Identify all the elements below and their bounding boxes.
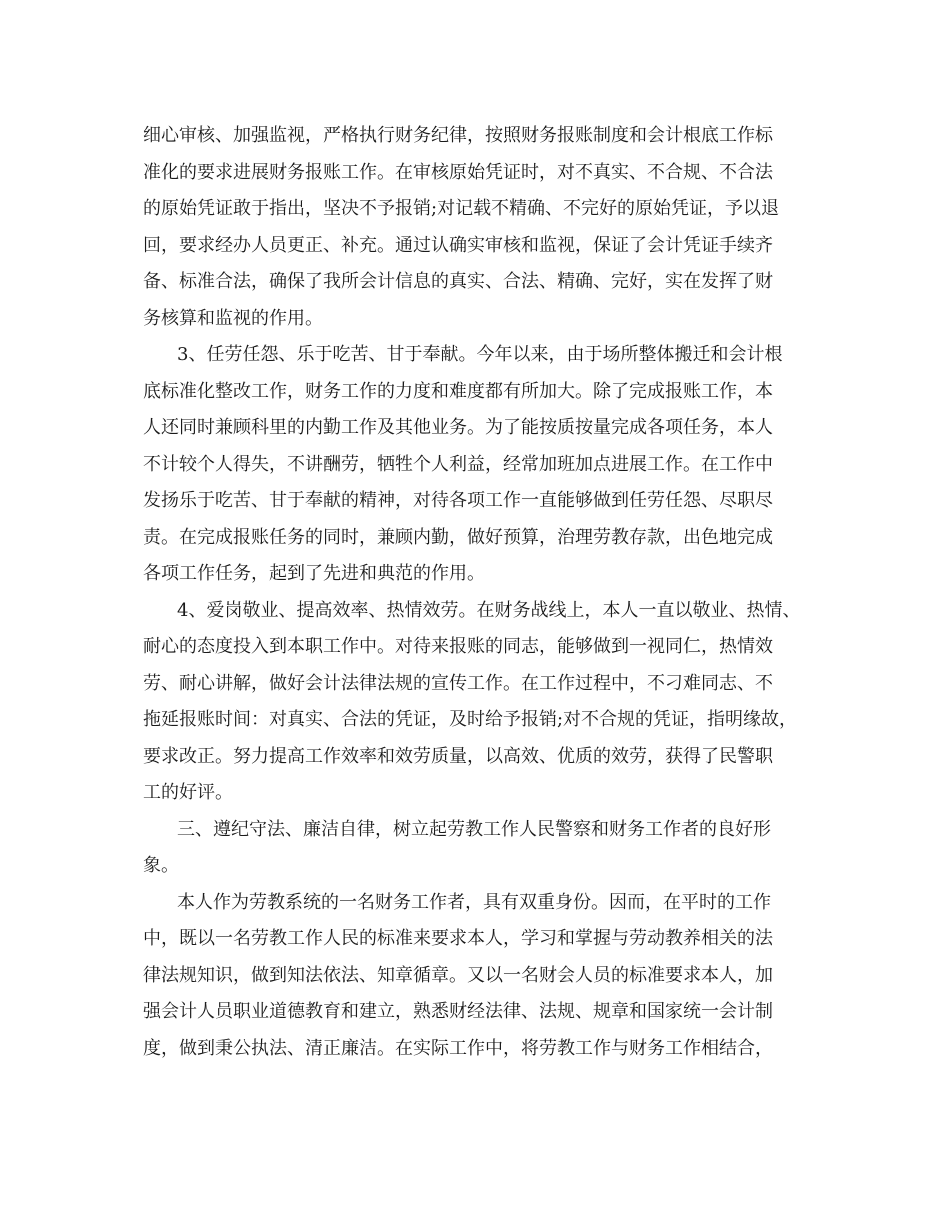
text-line: 各项工作任务，起到了先进和典范的作用。 — [143, 563, 485, 584]
text-line: 律法规知识，做到知法依法、知章循章。又以一名财会人员的标准要求本人，加 — [143, 964, 773, 986]
text-line: 劳、耐心讲解，做好会计法律法规的宣传工作。在工作过程中，不刁难同志、不 — [143, 672, 773, 694]
text-line: 工的好评。 — [143, 782, 233, 803]
text-line: 准化的要求进展财务报账工作。在审核原始凭证时，对不真实、不合规、不合法 — [143, 161, 773, 183]
text-line: 中，既以一名劳教工作人民的标准来要求本人，学习和掌握与劳动教养相关的法 — [143, 928, 773, 949]
section-heading-line: 三、遵纪守法、廉洁自律，树立起劳教工作人民警察和财务工作者的良好形 — [177, 818, 771, 840]
text-line: 度，做到秉公执法、清正廉洁。在实际工作中，将劳教工作与财务工作相结合， — [143, 1037, 773, 1059]
text-line: 回，要求经办人员更正、补充。通过认确实审核和监视，保证了会计凭证手续齐 — [143, 234, 773, 256]
section-heading-line: 象。 — [143, 855, 179, 876]
text-line: 要求改正。努力提高工作效率和效劳质量，以高效、优质的效劳，获得了民警职 — [143, 745, 773, 767]
text-line: 的原始凭证敢于指出，坚决不予报销;对记载不精确、不完好的原始凭证，予以退 — [143, 198, 780, 219]
text-line: 拖延报账时间：对真实、合法的凭证，及时给予报销;对不合规的凭证，指明缘故， — [143, 709, 798, 730]
text-line: 务核算和监视的作用。 — [143, 307, 323, 329]
text-line: 强会计人员职业道德教育和建立，熟悉财经法律、法规、规章和国家统一会计制 — [143, 1001, 773, 1022]
text-line: 耐心的态度投入到本职工作中。对待来报账的同志，能够做到一视同仁，热情效 — [143, 636, 773, 657]
paragraph-start-line: 3、任劳任怨、乐于吃苦、甘于奉献。今年以来，由于场所整体搬迁和会计根 — [177, 344, 783, 365]
text-line: 发扬乐于吃苦、甘于奉献的精神，对待各项工作一直能够做到任劳任怨、尽职尽 — [143, 490, 773, 511]
text-line: 人还同时兼顾科里的内勤工作及其他业务。为了能按质按量完成各项任务，本人 — [143, 417, 773, 438]
paragraph-start-line: 本人作为劳教系统的一名财务工作者，具有双重身份。因而，在平时的工作 — [177, 891, 771, 913]
paragraph-start-line: 4、爱岗敬业、提高效率、热情效劳。在财务战线上，本人一直以敬业、热情、 — [177, 599, 801, 621]
text-line: 备、标准合法，确保了我所会计信息的真实、合法、精确、完好，实在发挥了财 — [143, 271, 773, 292]
document-body — [143, 118, 813, 1067]
text-line: 底标准化整改工作，财务工作的力度和难度都有所加大。除了完成报账工作，本 — [143, 380, 773, 402]
text-line: 细心审核、加强监视，严格执行财务纪律，按照财务报账制度和会计根底工作标 — [143, 125, 773, 146]
text-line: 不计较个人得失，不讲酬劳，牺牲个人利益，经常加班加点进展工作。在工作中 — [143, 453, 773, 475]
text-line: 责。在完成报账任务的同时，兼顾内勤，做好预算，治理劳教存款，出色地完成 — [143, 526, 773, 548]
